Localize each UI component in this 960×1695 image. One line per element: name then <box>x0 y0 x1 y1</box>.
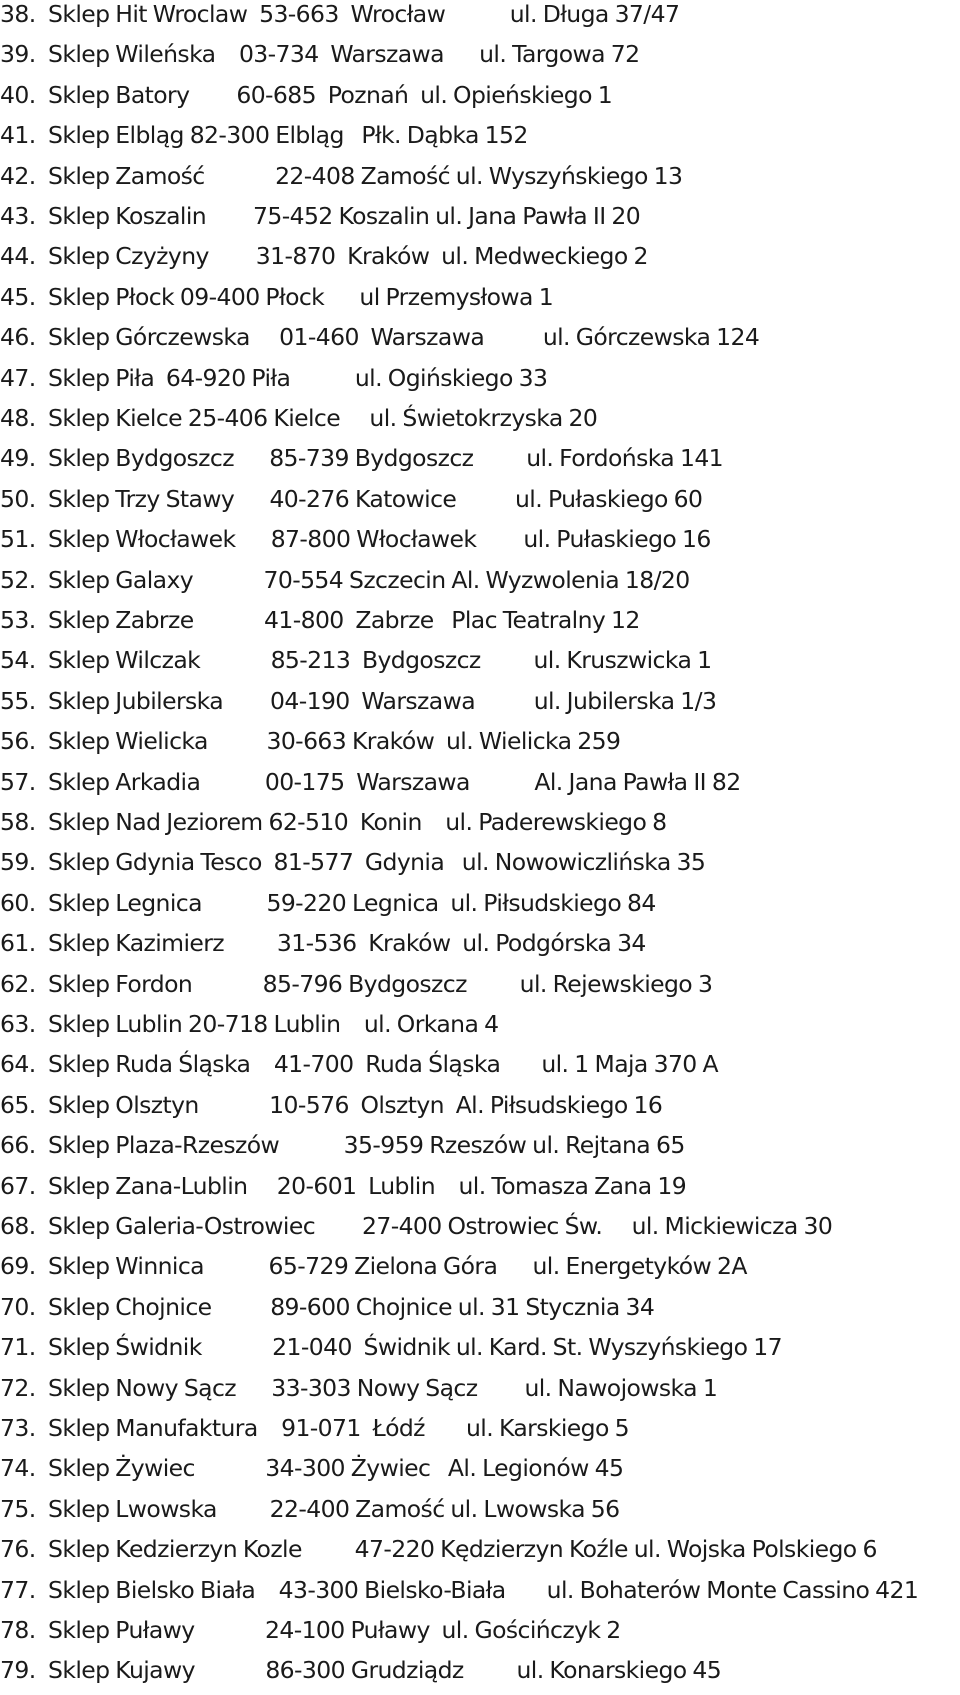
row-number: 40. <box>0 80 36 109</box>
row-number: 77. <box>0 1575 36 1604</box>
store-entry-text: Sklep Wielicka 30-663 Kraków ul. Wielicka 259 <box>48 727 621 756</box>
row-number: 42. <box>0 161 36 190</box>
row-number: 55. <box>0 686 36 715</box>
store-entry-text: Sklep Bydgoszcz 85-739 Bydgoszcz ul. Fordońska 141 <box>48 444 724 473</box>
row-number: 48. <box>0 404 36 432</box>
row-number: 64. <box>0 1050 36 1079</box>
store-entry-text: Sklep Manufaktura 91-071 Łódź ul. Karskiego 5 <box>48 1414 629 1442</box>
row-number: 49. <box>0 444 36 473</box>
store-entry-text: Sklep Galeria-Ostrowiec 27-400 Ostrowiec Św. ul. Mickiewicza 30 <box>48 1212 833 1240</box>
row-number: 63. <box>0 1010 36 1038</box>
store-entry-text: Sklep Legnica 59-220 Legnica ul. Piłsudskiego 84 <box>48 888 656 917</box>
store-entry-text: Sklep Jubilerska 04-190 Warszawa ul. Jubilerska 1/3 <box>48 686 717 715</box>
row-number: 65. <box>0 1090 36 1119</box>
store-entry-text: Sklep Galaxy 70-554 Szczecin Al. Wyzwolenia 18/20 <box>48 565 690 594</box>
row-number: 79. <box>0 1656 36 1685</box>
row-number: 38. <box>0 0 36 28</box>
store-entry-text: Sklep Świdnik 21-040 Świdnik ul. Kard. St. Wyszyńskiego 17 <box>48 1333 782 1362</box>
row-number: 57. <box>0 767 36 796</box>
store-entry-text: Sklep Chojnice 89-600 Chojnice ul. 31 Stycznia 34 <box>48 1292 655 1321</box>
row-number: 54. <box>0 646 36 675</box>
store-entry-text: Sklep Ruda Śląska 41-700 Ruda Śląska ul. 1 Maja 370 A <box>48 1050 718 1079</box>
row-number: 58. <box>0 808 36 836</box>
row-number: 61. <box>0 929 36 958</box>
store-entry-text: Sklep Koszalin 75-452 Koszalin ul. Jana Pawła II 20 <box>48 202 641 230</box>
store-entry-text: Sklep Fordon 85-796 Bydgoszcz ul. Rejewskiego 3 <box>48 969 713 998</box>
store-entry-text: Sklep Olsztyn 10-576 Olsztyn Al. Piłsudskiego 16 <box>48 1090 663 1119</box>
store-entry-text: Sklep Nowy Sącz 33-303 Nowy Sącz ul. Nawojowska 1 <box>48 1373 718 1402</box>
store-entry-text: Sklep Zamość 22-408 Zamość ul. Wyszyńskiego 13 <box>48 161 683 190</box>
row-number: 52. <box>0 565 36 594</box>
store-entry-text: Sklep Zana-Lublin 20-601 Lublin ul. Tomasza Zana 19 <box>48 1171 687 1200</box>
store-entry-text: Sklep Arkadia 00-175 Warszawa Al. Jana Pawła II 82 <box>48 767 741 796</box>
row-number: 73. <box>0 1414 36 1442</box>
row-number: 51. <box>0 525 36 554</box>
row-number: 45. <box>0 282 36 311</box>
row-number: 41. <box>0 121 36 150</box>
store-entry-text: Sklep Batory 60-685 Poznań ul. Opieńskiego 1 <box>48 80 613 109</box>
row-number: 78. <box>0 1616 36 1644</box>
row-number: 62. <box>0 969 36 998</box>
store-entry-text: Sklep Elbląg 82-300 Elbląg Płk. Dąbka 152 <box>48 121 528 150</box>
row-number: 75. <box>0 1494 36 1523</box>
store-entry-text: Sklep Czyżyny 31-870 Kraków ul. Medweckiego 2 <box>48 242 648 271</box>
store-entry-text: Sklep Włocławek 87-800 Włocławek ul. Pułaskiego 16 <box>48 525 711 554</box>
store-entry-text: Sklep Puławy 24-100 Puławy ul. Gościńczyk 2 <box>48 1616 621 1644</box>
store-entry-text: Sklep Kielce 25-406 Kielce ul. Świetokrzyska 20 <box>48 404 598 432</box>
row-number: 60. <box>0 888 36 917</box>
row-number: 46. <box>0 323 36 352</box>
row-number: 71. <box>0 1333 36 1362</box>
row-number: 68. <box>0 1212 36 1240</box>
row-number: 47. <box>0 363 36 392</box>
store-entry-text: Sklep Kujawy 86-300 Grudziądz ul. Konarskiego 45 <box>48 1656 722 1685</box>
row-number: 74. <box>0 1454 36 1483</box>
row-number: 50. <box>0 484 36 513</box>
store-entry-text: Sklep Hit Wroclaw 53-663 Wrocław ul. Długa 37/47 <box>48 0 680 28</box>
row-number: 66. <box>0 1131 36 1160</box>
store-entry-text: Sklep Plaza-Rzeszów 35-959 Rzeszów ul. Rejtana 65 <box>48 1131 685 1160</box>
row-number: 53. <box>0 606 36 634</box>
row-number: 59. <box>0 848 36 877</box>
row-number: 76. <box>0 1535 36 1564</box>
row-number: 67. <box>0 1171 36 1200</box>
store-entry-text: Sklep Żywiec 34-300 Żywiec Al. Legionów 45 <box>48 1454 624 1483</box>
store-entry-text: Sklep Wilczak 85-213 Bydgoszcz ul. Kruszwicka 1 <box>48 646 712 675</box>
store-entry-text: Sklep Kazimierz 31-536 Kraków ul. Podgórska 34 <box>48 929 646 958</box>
row-number: 43. <box>0 202 36 230</box>
store-entry-text: Sklep Zabrze 41-800 Zabrze Plac Teatralny 12 <box>48 606 640 634</box>
row-number: 70. <box>0 1292 36 1321</box>
store-entry-text: Sklep Płock 09-400 Płock ul Przemysłowa 1 <box>48 282 554 311</box>
row-number: 44. <box>0 242 36 271</box>
store-entry-text: Sklep Trzy Stawy 40-276 Katowice ul. Pułaskiego 60 <box>48 484 703 513</box>
row-number: 39. <box>0 40 36 69</box>
store-entry-text: Sklep Wileńska 03-734 Warszawa ul. Targowa 72 <box>48 40 640 69</box>
row-number: 72. <box>0 1373 36 1402</box>
store-entry-text: Sklep Lublin 20-718 Lublin ul. Orkana 4 <box>48 1010 499 1038</box>
store-entry-text: Sklep Lwowska 22-400 Zamość ul. Lwowska 56 <box>48 1494 620 1523</box>
store-entry-text: Sklep Winnica 65-729 Zielona Góra ul. Energetyków 2A <box>48 1252 747 1281</box>
store-entry-text: Sklep Górczewska 01-460 Warszawa ul. Górczewska 124 <box>48 323 760 352</box>
store-entry-text: Sklep Nad Jeziorem 62-510 Konin ul. Paderewskiego 8 <box>48 808 667 836</box>
store-entry-text: Sklep Piła 64-920 Piła ul. Ogińskiego 33 <box>48 363 548 392</box>
store-entry-text: Sklep Kedzierzyn Kozle 47-220 Kędzierzyn Koźle ul. Wojska Polskiego 6 <box>48 1535 877 1564</box>
row-number: 69. <box>0 1252 36 1281</box>
store-entry-text: Sklep Bielsko Biała 43-300 Bielsko-Biała ul. Bohaterów Monte Cassino 421 <box>48 1575 919 1604</box>
store-entry-text: Sklep Gdynia Tesco 81-577 Gdynia ul. Nowowiczlińska 35 <box>48 848 706 877</box>
row-number: 56. <box>0 727 36 756</box>
